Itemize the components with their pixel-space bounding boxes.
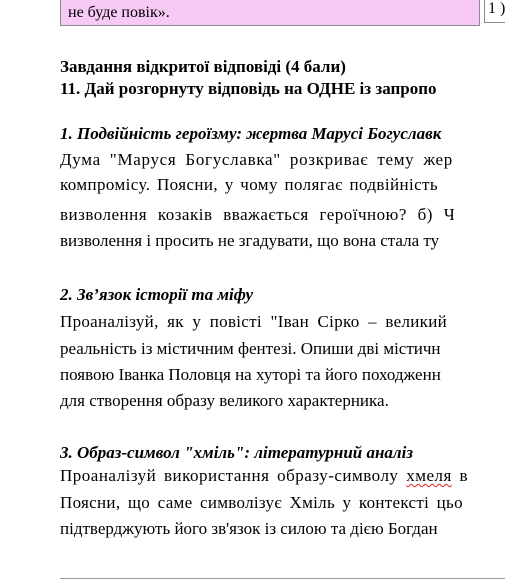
topic-2-line-3: появою Іванка Половця на хуторі та його походженн: [60, 365, 441, 384]
topic-3-line-3: підтверджують його зв'язок із силою та дією Богдан: [60, 519, 438, 538]
table-cell-highlighted: [60, 0, 480, 26]
topic-2-line-1: Проаналізуй, як у повісті "Іван Сірко – великий: [60, 312, 448, 331]
table-cell-text: не буде повік».: [68, 4, 170, 21]
topic-1-line-1: Дума "Маруся Богуславка" розкриває тему жер: [60, 150, 453, 169]
topic-3-line-1-end: в: [451, 466, 469, 485]
topic-3-line-1: [60, 466, 468, 486]
topic-1-line-2: компромісу. Поясни, у чому полягає подвійність: [60, 175, 438, 194]
page-bottom-rule: [60, 578, 505, 579]
table-cell-side-text: 1 ): [488, 0, 505, 17]
topic-1-line-3: визволення козаків вважається героїчною? б) Ч: [60, 205, 456, 224]
topic-3-line-1-start: Проаналізуй використання образу-символу: [60, 466, 407, 485]
topic-2-title: 2. Зв’язок історії та міфу: [60, 285, 254, 304]
topic-1-line-4: визволення і просить не згадувати, що вона стала ту: [60, 231, 440, 250]
topic-3-title: 3. Образ-символ "хміль": літературний аналіз: [60, 443, 413, 462]
topic-2-line-4: для створення образу великого характерника.: [60, 391, 389, 410]
topic-1-title: 1. Подвійність героїзму: жертва Марусі Богуславк: [60, 124, 442, 143]
section-title: Завдання відкритої відповіді (4 бали): [60, 57, 346, 76]
question-11: 11. Дай розгорнуту відповідь на ОДНЕ із запропо: [60, 79, 437, 98]
topic-2-line-2: реальність із містичним фентезі. Опиши дві містичн: [60, 339, 441, 358]
topic-3-line-2: Поясни, що саме символізує Хміль у контексті цьо: [60, 493, 463, 512]
table-cell-side: [484, 0, 505, 23]
spellcheck-flagged-word: хмеля: [406, 466, 452, 485]
